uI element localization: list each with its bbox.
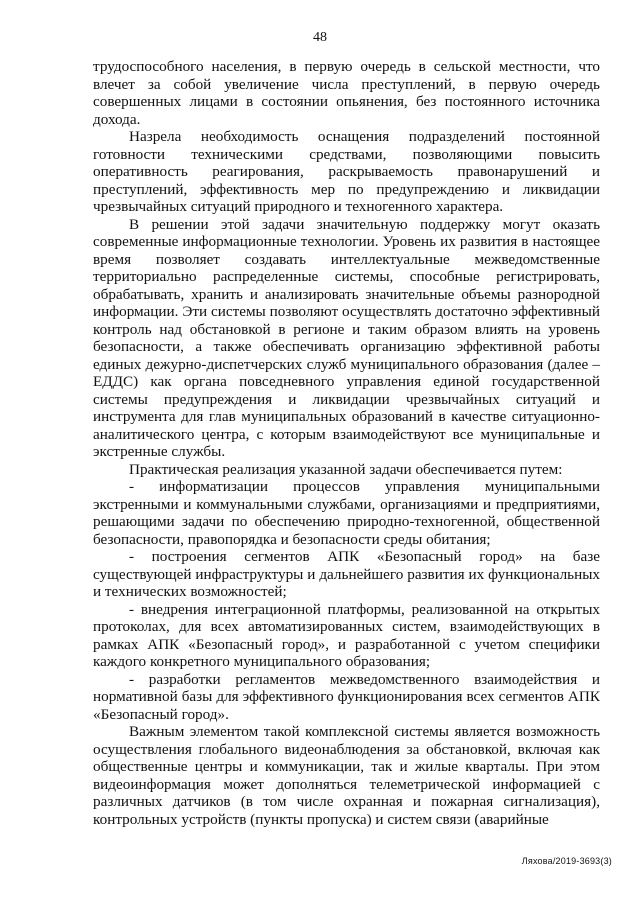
document-body [93, 58, 600, 828]
list-item-1: - информатизации процессов управления муниципальными экстренными и коммунальными службами, организациями и предприятиями, решающими задачи по обеспечению природно-техногенной, общественной безопасности, правопорядка и безопасности среды обитания; [93, 478, 600, 548]
list-item-4: - разработки регламентов межведомственного взаимодействия и нормативной базы для эффективного функционирования всех сегментов АПК «Безопасный город». [93, 670, 600, 723]
paragraph-2: Назрела необходимость оснащения подразделений постоянной готовности техническими средствами, позволяющими повысить оперативность реагирования, раскрываемость правонарушений и преступлений, эффективность мер по предупреждению и ликвидации чрезвычайных ситуаций природного и техногенного характера. [93, 128, 600, 215]
paragraph-4: Практическая реализация указанной задачи обеспечивается путем: [129, 460, 563, 478]
paragraph-1: трудоспособного населения, в первую очередь в сельской местности, что влечет за собой увеличение числа преступлений, в первую очередь совершенных лицами в состоянии опьянения, без постоянного источника дохода. [93, 58, 600, 128]
list-item-3: - внедрения интеграционной платформы, реализованной на открытых протоколах, для всех автоматизированных систем, взаимодействующих в рамках АПК «Безопасный город», и разработанной с учетом специфики каждого конкретного муниципального образования; [93, 600, 600, 670]
footer-document-code: Ляхова/2019-3693(3) [521, 856, 612, 866]
paragraph-3: В решении этой задачи значительную поддержку могут оказать современные информационные технологии. Уровень их развития в настоящее время позволяет создавать интеллектуальные межведомственные территориально распределенные системы, способные регистрировать, обрабатывать, хранить и анализировать значительные объемы разнородной информации. Эти системы позволяют осуществлять достаточно эффективный контроль над обстановкой в регионе и таким образом влиять на уровень безопасности, а также обеспечивать организацию эффективной работы единых дежурно-диспетчерских служб муниципального образования (далее – ЕДДС) как органа повседневного управления единой государственной системы предупреждения и ликвидации чрезвычайных ситуаций и инструмента для глав муниципальных образований в качестве ситуационно-аналитического центра, с которым взаимодействуют все муниципальные и экстренные службы. [93, 215, 600, 460]
page-number: 48 [313, 30, 327, 45]
paragraph-5: Важным элементом такой комплексной системы является возможность осуществления глобального видеонаблюдения за обстановкой, включая как общественные центры и коммуникации, так и жилые кварталы. При этом видеоинформация может дополняться телеметрической информацией с различных датчиков (в том числе охранная и пожарная сигнализация), контрольных устройств (пункты пропуска) и систем связи (аварийные [93, 723, 600, 828]
list-item-2: - построения сегментов АПК «Безопасный город» на базе существующей инфраструктуры и дальнейшего развития их функциональных и технических возможностей; [93, 548, 600, 600]
